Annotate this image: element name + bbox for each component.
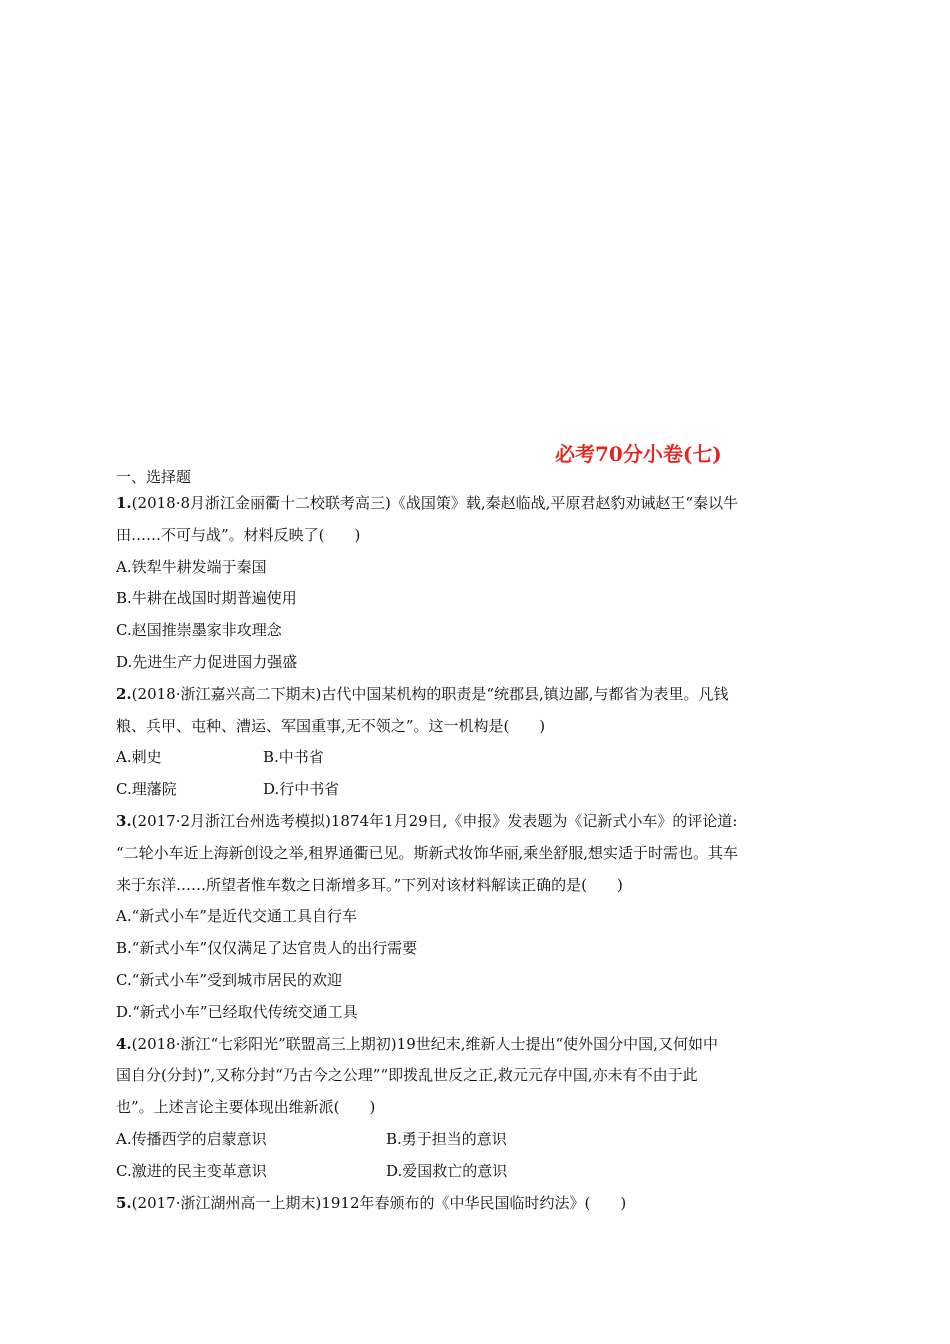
option-row xyxy=(116,1124,836,1156)
option-b[interactable]: B.勇于担当的意识 xyxy=(386,1129,507,1148)
option-b[interactable]: B.“新式小车”仅仅满足了达官贵人的出行需要 xyxy=(116,939,418,958)
option-row xyxy=(116,742,836,774)
option-d[interactable]: D.先进生产力促进国力强盛 xyxy=(116,652,298,671)
option-d[interactable]: D.行中书省 xyxy=(263,780,340,799)
page-title: 必考70分小卷(七) xyxy=(555,442,722,466)
question-number: 5. xyxy=(116,1193,132,1212)
question-4 xyxy=(116,1029,836,1188)
option-row xyxy=(116,1156,836,1188)
question-text: (2018·浙江嘉兴高二下期末)古代中国某机构的职责是“统郡县,镇边鄙,与都省为表里。凡钱 xyxy=(131,684,729,703)
question-list xyxy=(116,488,836,1219)
question-number: 3. xyxy=(116,811,132,830)
option-b[interactable]: B.中书省 xyxy=(263,748,324,767)
question-number: 2. xyxy=(116,684,132,703)
question-1-line-2: 田……不可与战”。材料反映了( ) xyxy=(116,525,361,544)
option-c[interactable]: C.激进的民主变革意识 xyxy=(116,1161,267,1180)
question-5-line-1 xyxy=(116,1188,836,1220)
option-d[interactable]: D.“新式小车”已经取代传统交通工具 xyxy=(116,1002,358,1021)
question-5 xyxy=(116,1188,836,1220)
question-4-line-1 xyxy=(116,1029,836,1061)
question-text: (2017·2月浙江台州选考模拟)1874年1月29日,《申报》发表题为《记新式小车》的评论道: xyxy=(131,811,738,830)
question-2-line-1 xyxy=(116,679,836,711)
question-1 xyxy=(116,488,836,679)
option-a[interactable]: A.刺史 xyxy=(116,748,162,767)
question-text: (2018·8月浙江金丽衢十二校联考高三)《战国策》载,秦赵临战,平原君赵豹劝诫赵王“秦以牛 xyxy=(131,494,739,512)
option-d[interactable]: D.爱国救亡的意识 xyxy=(386,1161,508,1180)
question-3-line-3: 来于东洋……所望者惟车数之日渐增多耳。”下列对该材料解读正确的是( ) xyxy=(116,875,623,894)
question-1-line-1 xyxy=(116,488,836,520)
question-2 xyxy=(116,679,836,806)
option-b[interactable]: B.牛耕在战国时期普遍使用 xyxy=(116,589,297,608)
option-a[interactable]: A.“新式小车”是近代交通工具自行车 xyxy=(116,907,357,926)
section-heading: 一、选择题 xyxy=(116,468,192,486)
question-4-line-2: 国自分(分封)”,又称分封“乃古今之公理”“即拨乱世反之正,救元元存中国,亦未有不由于此 xyxy=(116,1066,698,1085)
question-3 xyxy=(116,806,836,1029)
question-4-line-3: 也”。上述言论主要体现出维新派( ) xyxy=(116,1098,376,1117)
question-text: (2018·浙江“七彩阳光”联盟高三上期初)19世纪末,维新人士提出“使外国分中国,又何如中 xyxy=(131,1034,718,1053)
option-c[interactable]: C.理藩院 xyxy=(116,780,177,799)
option-c[interactable]: C.赵国推崇墨家非攻理念 xyxy=(116,621,282,640)
question-2-line-2: 粮、兵甲、屯种、漕运、军国重事,无不领之”。这一机构是( ) xyxy=(116,716,546,735)
question-3-line-2: “二轮小车近上海新创设之举,租界通衢已见。斯新式妆饰华丽,乘坐舒服,想实适于时需也。其车 xyxy=(116,843,738,862)
question-number: 4. xyxy=(116,1034,132,1053)
option-a[interactable]: A.铁犁牛耕发端于秦国 xyxy=(116,557,267,576)
option-a[interactable]: A.传播西学的启蒙意识 xyxy=(116,1129,267,1148)
question-text: (2017·浙江湖州高一上期末)1912年春颁布的《中华民国临时约法》( ) xyxy=(131,1193,627,1212)
question-3-line-1 xyxy=(116,806,836,838)
option-row xyxy=(116,774,836,806)
question-number: 1. xyxy=(116,494,132,512)
option-c[interactable]: C.“新式小车”受到城市居民的欢迎 xyxy=(116,970,343,989)
